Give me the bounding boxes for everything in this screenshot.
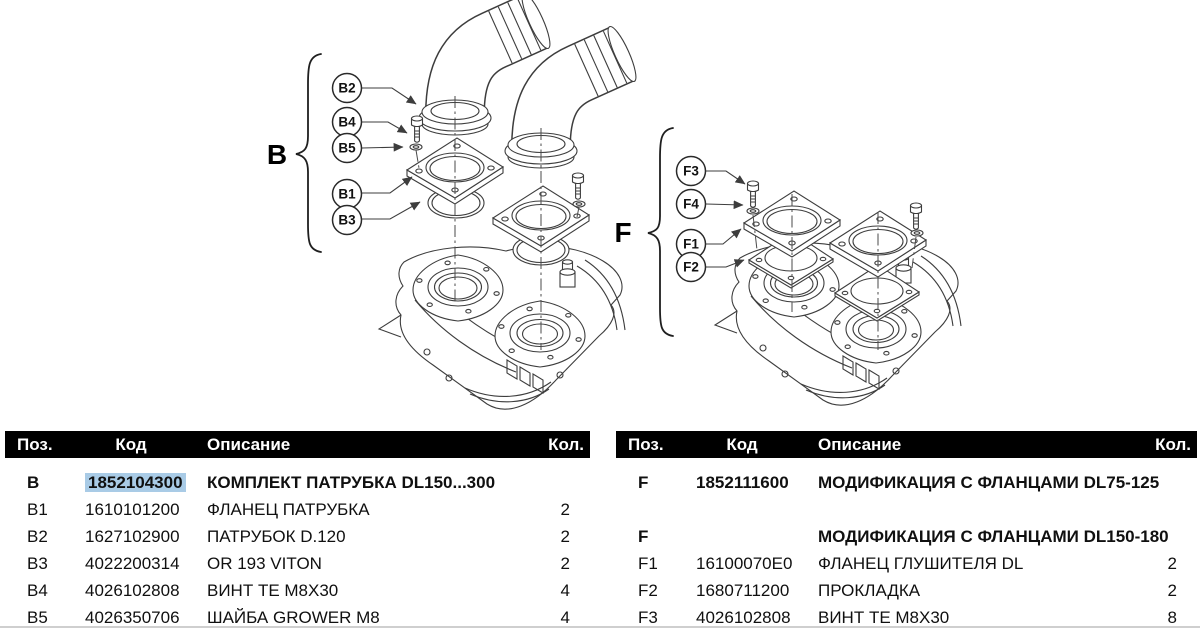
parts-table-b bbox=[5, 431, 590, 630]
leader-line-b2 bbox=[362, 88, 416, 104]
desc-cell: КОМПЛЕКТ ПАТРУБКА DL150...300 bbox=[207, 472, 496, 492]
row-f2[interactable] bbox=[616, 577, 1197, 604]
col-header-desc: Описание bbox=[818, 434, 902, 454]
callout-f2 bbox=[677, 253, 706, 282]
code-cell: 4026102808 bbox=[85, 580, 180, 600]
desc-cell: ВИНТ TE M8X30 bbox=[818, 607, 950, 627]
code-cell: 1627102900 bbox=[85, 526, 180, 546]
bolt-f3-drawing bbox=[748, 181, 759, 207]
desc-cell: ПАТРУБОК D.120 bbox=[207, 526, 346, 546]
qty-cell: 2 bbox=[1167, 553, 1177, 573]
desc-cell: ШАЙБА GROWER M8 bbox=[207, 607, 380, 627]
parts-table-f bbox=[616, 431, 1197, 630]
qty-cell: 2 bbox=[560, 499, 570, 519]
col-header-pos: Поз. bbox=[628, 434, 664, 454]
qty-cell: 8 bbox=[1167, 607, 1177, 627]
leader-line-b4 bbox=[362, 122, 407, 133]
pos-cell: F3 bbox=[638, 607, 658, 627]
qty-cell: 2 bbox=[560, 526, 570, 546]
callout-label: B5 bbox=[338, 140, 356, 156]
callout-label: B3 bbox=[338, 212, 356, 228]
row-b3[interactable] bbox=[5, 550, 590, 577]
desc-cell: OR 193 VITON bbox=[207, 553, 322, 573]
row-b2[interactable] bbox=[5, 523, 590, 550]
desc-cell: ПРОКЛАДКА bbox=[818, 580, 921, 600]
desc-cell: МОДИФИКАЦИЯ С ФЛАНЦАМИ DL75-125 bbox=[818, 472, 1160, 492]
col-header-code: Код bbox=[115, 434, 147, 454]
leader-line-b3 bbox=[362, 202, 420, 219]
callout-b3 bbox=[333, 206, 362, 235]
code-cell: 4026102808 bbox=[696, 607, 791, 627]
table-body bbox=[616, 469, 1197, 630]
callout-b4 bbox=[333, 108, 362, 137]
qty-cell: 2 bbox=[560, 553, 570, 573]
desc-cell: ВИНТ TE M8X30 bbox=[207, 580, 339, 600]
row-f1[interactable] bbox=[616, 550, 1197, 577]
blower-housing-drawing bbox=[715, 242, 961, 405]
washer-f4-drawing bbox=[747, 208, 759, 214]
washer-b5-drawing bbox=[410, 144, 422, 150]
bolt-drawing-rear bbox=[911, 203, 922, 229]
col-header-qty: Кол. bbox=[1155, 434, 1191, 454]
bolt-drawing-rear bbox=[573, 173, 584, 199]
page-bottom-rule bbox=[0, 626, 1200, 628]
leader-line-f3 bbox=[706, 171, 745, 184]
callout-label: B2 bbox=[338, 80, 356, 96]
leader-line-b5 bbox=[362, 147, 403, 148]
exploded-view-b bbox=[267, 0, 641, 409]
code-cell bbox=[67, 473, 195, 493]
col-header-code: Код bbox=[726, 434, 758, 454]
pos-cell: B5 bbox=[27, 607, 48, 627]
exploded-view-f bbox=[614, 128, 961, 405]
qty-cell: 4 bbox=[560, 580, 570, 600]
qty-cell: 4 bbox=[560, 607, 570, 627]
row-b[interactable] bbox=[5, 469, 590, 496]
pos-cell: B bbox=[27, 472, 40, 492]
table-header bbox=[616, 431, 1197, 458]
callout-b2 bbox=[333, 74, 362, 103]
leader-line-b1 bbox=[362, 177, 412, 193]
callout-label: F3 bbox=[683, 163, 699, 179]
pos-cell: F2 bbox=[638, 580, 658, 600]
table-body bbox=[5, 469, 590, 630]
callout-f4 bbox=[677, 190, 706, 219]
row-f-dl150-180[interactable] bbox=[616, 523, 1197, 550]
desc-cell: ФЛАНЕЦ ГЛУШИТЕЛЯ DL bbox=[818, 553, 1024, 573]
pos-cell: F bbox=[638, 472, 649, 492]
callout-label: F1 bbox=[683, 236, 699, 252]
row-b1[interactable] bbox=[5, 496, 590, 523]
group-label-f: F bbox=[614, 217, 632, 248]
code-cell: 1680711200 bbox=[696, 580, 790, 600]
leader-line-f1 bbox=[706, 229, 741, 244]
pos-cell: F bbox=[638, 526, 649, 546]
code-cell: 1852111600 bbox=[696, 472, 789, 492]
row-b4[interactable] bbox=[5, 577, 590, 604]
code-cell: 4022200314 bbox=[85, 553, 180, 573]
callout-f3 bbox=[677, 157, 706, 186]
code-cell: 16100070E0 bbox=[696, 553, 793, 573]
row-empty bbox=[616, 496, 1197, 523]
group-label-b: B bbox=[266, 139, 288, 170]
washer-drawing-rear bbox=[911, 230, 923, 236]
code-cell: 1610101200 bbox=[85, 499, 180, 519]
pos-cell: B2 bbox=[27, 526, 48, 546]
callout-b5 bbox=[333, 134, 362, 163]
pos-cell: B1 bbox=[27, 499, 48, 519]
group-brace-f bbox=[648, 128, 673, 336]
callout-label: F2 bbox=[683, 259, 699, 275]
desc-cell: ФЛАНЕЦ ПАТРУБКА bbox=[207, 499, 370, 519]
group-brace-b bbox=[296, 54, 321, 252]
washer-drawing-rear bbox=[573, 201, 585, 207]
bolt-b4-drawing bbox=[412, 116, 423, 142]
callout-label: B4 bbox=[338, 114, 356, 130]
callout-label: F4 bbox=[683, 196, 699, 212]
highlighted-code: 1852104300 bbox=[85, 473, 186, 492]
desc-cell: МОДИФИКАЦИЯ С ФЛАНЦАМИ DL150-180 bbox=[818, 526, 1169, 546]
blower-housing-drawing bbox=[379, 246, 625, 409]
leader-line-f4 bbox=[706, 204, 743, 205]
row-f-dl75-125[interactable] bbox=[616, 469, 1197, 496]
pos-cell: B3 bbox=[27, 553, 48, 573]
callout-b1 bbox=[333, 180, 362, 209]
table-header bbox=[5, 431, 590, 458]
col-header-qty: Кол. bbox=[548, 434, 584, 454]
qty-cell: 2 bbox=[1167, 580, 1177, 600]
code-cell: 4026350706 bbox=[85, 607, 180, 627]
col-header-pos: Поз. bbox=[17, 434, 53, 454]
pos-cell: F1 bbox=[638, 553, 658, 573]
callout-label: B1 bbox=[338, 186, 356, 202]
col-header-desc: Описание bbox=[207, 434, 291, 454]
pos-cell: B4 bbox=[27, 580, 48, 600]
